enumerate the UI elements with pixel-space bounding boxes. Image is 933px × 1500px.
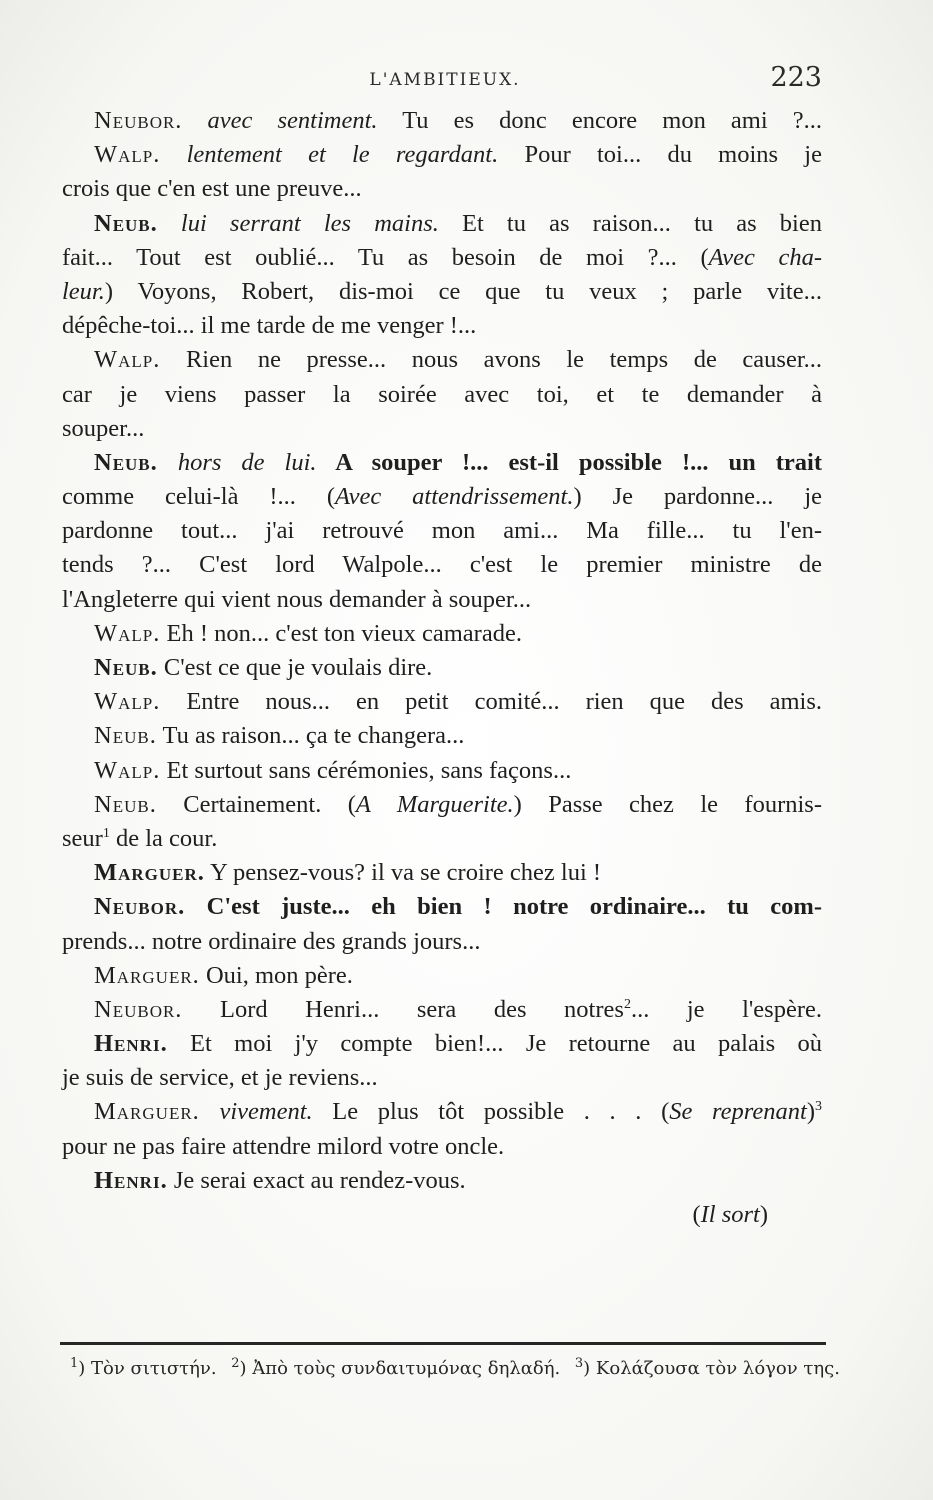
footnote-marker: 2 [623, 996, 631, 1012]
text-line [62, 446, 822, 480]
speaker-name: Neub. [94, 790, 157, 818]
speaker-name: Walp. [94, 619, 161, 647]
text-line [62, 343, 822, 377]
text-line [62, 514, 822, 548]
text-line [62, 412, 822, 446]
line-text: Entre nous... en petit comité... rien que des amis. [160, 688, 822, 716]
running-head: L'AMBITIEUX. [369, 70, 521, 90]
line-text: Et moi j'y compte bien!... Je retourne au palais où [167, 1030, 822, 1058]
text-line [62, 1095, 822, 1129]
page-header [60, 62, 830, 98]
speaker-name: Henri. [94, 1030, 168, 1058]
line-text: A souper !... est-il possible !... un trait [316, 448, 823, 476]
line-text: souper... [62, 414, 145, 442]
footnote-rule [60, 1342, 826, 1345]
text-line [62, 651, 822, 685]
text-line [62, 617, 822, 651]
line-text: dépêche-toi... il me tarde de me venger !... [62, 312, 477, 340]
text-line [62, 959, 822, 993]
line-text: ) Je pardonne... je [573, 483, 823, 511]
line-text: ( [692, 1201, 701, 1228]
text-line [62, 685, 822, 719]
text-line [62, 207, 822, 241]
line-text: Le plus tôt possible . . . ( [312, 1098, 670, 1126]
page-number: 223 [770, 62, 822, 93]
stage-direction: leur. [62, 277, 105, 305]
text-line [62, 856, 822, 890]
line-text: ) Passe chez le fournis- [513, 790, 822, 818]
footnote-number: 2 [231, 1356, 240, 1371]
line-text: crois que c'en est une preuve... [62, 175, 362, 203]
stage-direction: hors de lui. [177, 448, 317, 476]
text-line [62, 241, 822, 275]
line-text: l'Angleterre qui vient nous demander à souper... [62, 585, 532, 613]
text-line [62, 1130, 822, 1164]
text-line [62, 1027, 822, 1061]
line-text: Eh ! non... c'est ton vieux camarade. [160, 619, 522, 647]
line-text: C'est ce que je voulais dire. [157, 654, 433, 681]
footnote [70, 1356, 217, 1379]
text-line [62, 1164, 822, 1198]
text-line [62, 1061, 822, 1095]
line-text: je suis de service, et je reviens... [62, 1064, 378, 1092]
line-text: Certainement. ( [156, 790, 356, 818]
line-text: ) Voyons, Robert, dis-moi ce que tu veux ; parle vite... [104, 277, 822, 305]
text-line [62, 378, 822, 412]
line-text: Et surtout sans cérémonies, sans façons... [160, 756, 572, 784]
line-text: Je serai exact au rendez-vous. [167, 1166, 466, 1194]
text-line [62, 719, 822, 753]
line-text: Y pensez-vous? il va se croire chez lui ! [204, 859, 602, 887]
footnote-marker: 1 [102, 825, 110, 841]
text-line [62, 548, 822, 582]
speaker-name: Marguer. [94, 961, 200, 989]
footnote-marker: 3 [815, 1099, 823, 1115]
stage-direction: avec sentiment. [207, 107, 378, 134]
speaker-name: Walp. [94, 346, 161, 374]
line-text: Oui, mon père. [199, 961, 353, 989]
text-line [62, 1198, 822, 1232]
speaker-name: Henri. [94, 1166, 168, 1194]
line-text: de la cour. [109, 824, 218, 852]
stage-direction: vivement. [219, 1098, 313, 1126]
footnote-text: ) Ἀπὸ τοὺς συνδαιτυμόνας δηλαδή. [239, 1358, 561, 1379]
speaker-name: Neub. [94, 722, 157, 750]
line-text: prends... notre ordinaire des grands jours... [62, 927, 481, 955]
stage-direction: Il sort [700, 1201, 760, 1228]
line-text: Et tu as raison... tu as bien [438, 209, 822, 237]
text-line [62, 925, 822, 959]
dialogue-text [62, 104, 822, 1232]
line-text: Pour toi... du moins je [498, 141, 822, 169]
text-line [62, 138, 822, 172]
text-line [62, 754, 822, 788]
line-text: Tu as raison... ça te changera... [156, 722, 465, 750]
speaker-name: Neub. [94, 209, 158, 237]
line-text: ) [806, 1098, 816, 1126]
speaker-name: Neubor. [94, 893, 186, 921]
footnote [231, 1356, 560, 1379]
speaker-name: Walp. [94, 756, 161, 784]
line-text: fait... Tout est oublié... Tu as besoin de moi ?... ( [62, 243, 709, 271]
stage-direction: Avec attendrissement. [335, 483, 574, 511]
footnote-text: ) Τὸν σιτιστήν. [78, 1358, 217, 1379]
line-text: Tu es donc encore mon ami ?... [377, 107, 822, 134]
text-line [62, 309, 822, 343]
line-text: tends ?... C'est lord Walpole... c'est le premier ministre de [62, 551, 822, 579]
line-text: pardonne tout... j'ai retrouvé mon ami... Ma fille... tu l'en- [62, 517, 822, 545]
text-line [62, 104, 822, 138]
stage-direction: lui serrant les mains. [180, 209, 439, 237]
text-line [62, 788, 822, 822]
line-text: pour ne pas faire attendre milord votre oncle. [62, 1132, 505, 1160]
stage-direction: Se reprenant [669, 1098, 807, 1126]
text-line [62, 172, 822, 206]
speaker-name: Neub. [94, 654, 158, 681]
footnote-number: 1 [70, 1356, 79, 1371]
stage-direction: A Marguerite. [355, 790, 514, 818]
stage-direction: Avec cha- [708, 243, 822, 271]
text-line [62, 993, 822, 1027]
line-text: comme celui-là !... ( [62, 483, 336, 511]
text-line [62, 822, 822, 856]
footnotes [70, 1356, 840, 1379]
speaker-name: Neub. [94, 448, 158, 476]
line-text: ... je l'espère. [630, 995, 822, 1023]
line-text: Lord Henri... sera des notres [182, 995, 624, 1023]
footnote [575, 1356, 840, 1379]
text-line [62, 890, 822, 924]
line-text: car je viens passer la soirée avec toi, et te demander à [62, 380, 822, 408]
line-text: C'est juste... eh bien ! notre ordinaire... tu com- [185, 893, 822, 921]
speaker-name: Neubor. [94, 107, 183, 134]
footnote-number: 3 [574, 1356, 584, 1371]
speaker-name: Marguer. [94, 1098, 200, 1126]
line-text: seur [62, 824, 103, 852]
footnote-text: ) Κολάζουσα τὸν λόγον της. [583, 1358, 840, 1379]
speaker-name: Marguer. [94, 859, 205, 887]
stage-direction: lentement et le regardant. [186, 141, 499, 169]
text-line [62, 275, 822, 309]
speaker-name: Neubor. [94, 995, 183, 1023]
speaker-name: Walp. [94, 688, 161, 716]
speaker-name: Walp. [94, 141, 161, 169]
line-text: Rien ne presse... nous avons le temps de causer... [160, 346, 822, 374]
line-text: ) [759, 1201, 768, 1228]
text-line [62, 480, 822, 514]
text-line [62, 583, 822, 617]
